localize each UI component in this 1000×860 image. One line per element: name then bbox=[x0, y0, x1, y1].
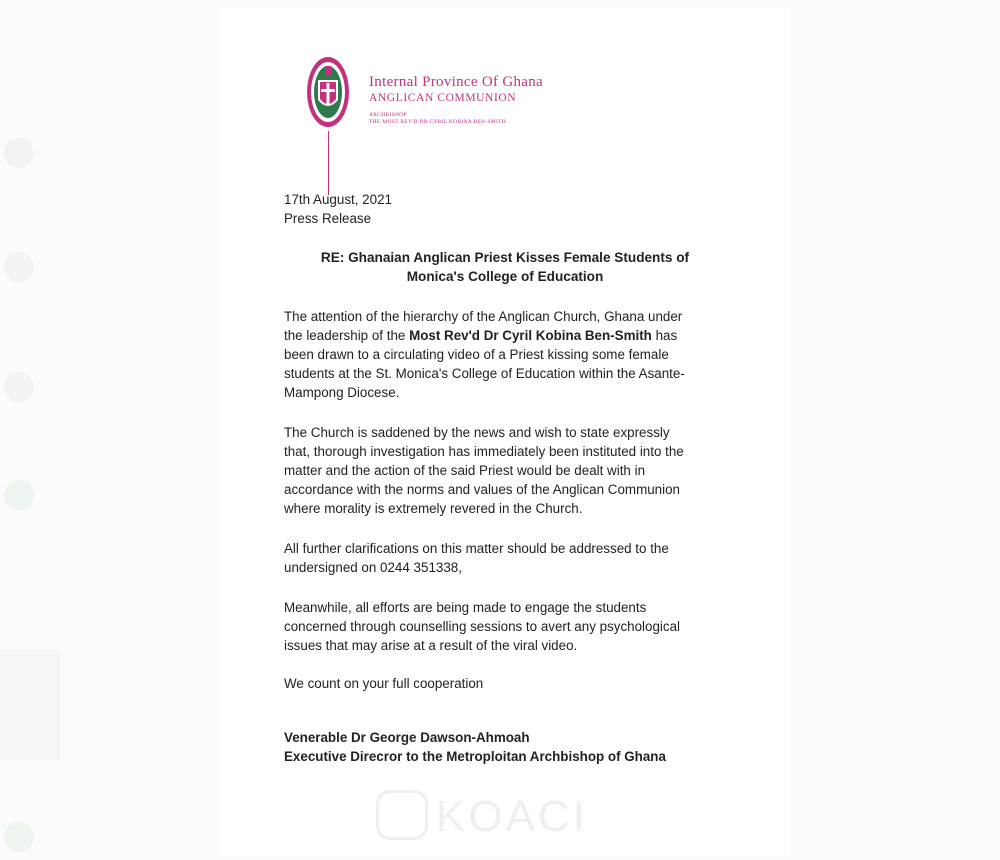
paragraph-4-line: concerned through counselling sessions to avert any psychological bbox=[284, 619, 681, 634]
watermark-logo-icon bbox=[376, 790, 428, 840]
letterhead-divider-line bbox=[328, 131, 329, 195]
paragraph-2-line: accordance with the norms and values of the Anglican Communion bbox=[284, 482, 680, 497]
paragraph-2-line: that, thorough investigation has immediately been instituted into the bbox=[284, 444, 684, 459]
signatory-name: Venerable Dr George Dawson-Ahmoah bbox=[284, 730, 530, 745]
paragraph-3-line: All further clarifications on this matter should be addressed to the bbox=[284, 541, 669, 556]
paragraph-4 bbox=[284, 598, 744, 655]
paragraph-1-line: students at the St. Monica's College of Education within the Asante- bbox=[284, 366, 685, 381]
paragraph-2-line: matter and the action of the said Priest would be dealt with in bbox=[284, 463, 646, 478]
paragraph-1 bbox=[284, 307, 744, 402]
koaci-watermark bbox=[376, 786, 606, 842]
watermark-text: KOACI bbox=[436, 792, 588, 841]
paragraph-1-line: The attention of the hierarchy of the Anglican Church, Ghana under bbox=[284, 309, 683, 324]
paragraph-1-line: been drawn to a circulating video of a Priest kissing some female bbox=[284, 347, 669, 362]
org-name: Internal Province Of Ghana bbox=[369, 74, 543, 90]
background-ghost-circle-2 bbox=[4, 252, 34, 282]
paragraph-1-line bbox=[284, 326, 744, 345]
closing-text: We count on your full cooperation bbox=[284, 676, 484, 691]
background-ghost-circle-5 bbox=[4, 822, 34, 852]
headline-line-2: Monica's College of Education bbox=[406, 269, 604, 284]
press-release-document bbox=[220, 8, 790, 856]
paragraph-2-line: The Church is saddened by the news and wish to state expressly bbox=[284, 425, 670, 440]
document-type: Press Release bbox=[284, 211, 372, 226]
paragraph-2 bbox=[284, 423, 744, 518]
release-date: 17th August, 2021 bbox=[284, 192, 392, 207]
background-ghost-circle-1 bbox=[4, 138, 34, 168]
background-ghost-circle-4 bbox=[4, 480, 34, 510]
archbishop-label: ARCHBISHOP bbox=[369, 112, 407, 118]
paragraph-1-text: has bbox=[651, 328, 678, 343]
paragraph-2-line: where morality is extremely revered in the Church. bbox=[284, 501, 583, 516]
paragraph-4-line: Meanwhile, all efforts are being made to engage the students bbox=[284, 600, 647, 615]
paragraph-1-text: the leadership of the bbox=[284, 328, 410, 343]
archbishop-name: THE MOST REV'D DR CYRIL KOBINA BEN-SMITH bbox=[369, 119, 507, 125]
org-subtitle: ANGLICAN COMMUNION bbox=[369, 92, 517, 104]
archbishop-name-bold: Most Rev'd Dr Cyril Kobina Ben-Smith bbox=[409, 328, 652, 343]
paragraph-4-line: issues that may arise at a result of the viral video. bbox=[284, 638, 578, 653]
anglican-crest-logo bbox=[306, 56, 350, 128]
background-ghost-circle-3 bbox=[4, 372, 34, 402]
paragraph-1-line: Mampong Diocese. bbox=[284, 385, 400, 400]
signatory-title: Executive Direcror to the Metroploitan Archbishop of Ghana bbox=[284, 749, 666, 764]
closing-line bbox=[284, 674, 744, 693]
paragraph-3-line: undersigned on 0244 351338, bbox=[284, 560, 462, 575]
headline-line-1: RE: Ghanaian Anglican Priest Kisses Female Students of bbox=[320, 250, 690, 265]
background-ghost-panel bbox=[0, 650, 60, 760]
paragraph-3 bbox=[284, 539, 744, 577]
